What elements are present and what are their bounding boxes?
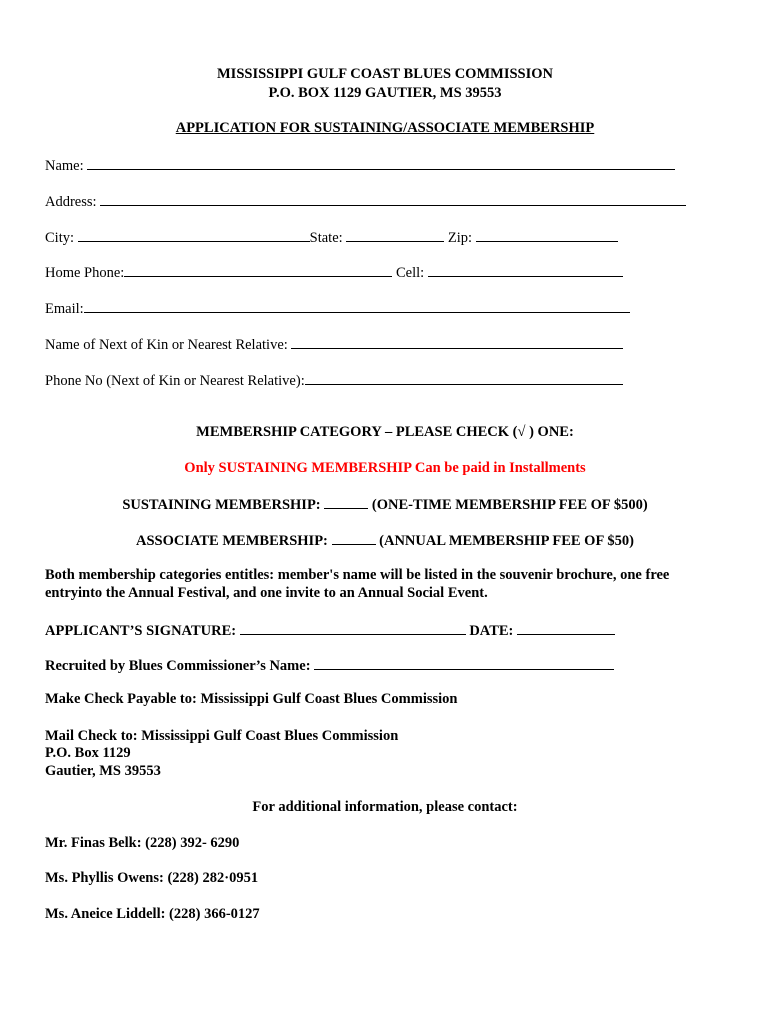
org-name: MISSISSIPPI GULF COAST BLUES COMMISSION <box>217 66 553 82</box>
city-label: City: <box>45 230 75 246</box>
cell-field[interactable] <box>428 262 623 277</box>
name-label: Name: <box>45 158 84 174</box>
recruited-field[interactable] <box>314 655 614 670</box>
next-of-kin-label: Name of Next of Kin or Nearest Relative: <box>45 337 288 353</box>
sustaining-label: SUSTAINING MEMBERSHIP: <box>122 497 321 513</box>
email-label: Email: <box>45 301 84 317</box>
email-field[interactable] <box>84 298 630 313</box>
state-label: State: <box>309 230 343 246</box>
associate-checkbox[interactable] <box>332 530 376 545</box>
associate-row <box>0 530 770 550</box>
benefits-line-2: entryinto the Annual Festival, and one invite to an Annual Social Event. <box>45 585 488 601</box>
sustaining-row <box>0 494 770 514</box>
installment-note: Only SUSTAINING MEMBERSHIP Can be paid in Installments <box>184 460 586 476</box>
home-phone-field[interactable] <box>124 262 392 277</box>
mail-line-3: Gautier, MS 39553 <box>45 763 161 779</box>
city-row <box>45 227 618 247</box>
form-title: APPLICATION FOR SUSTAINING/ASSOCIATE MEMBERSHIP <box>175 120 595 136</box>
city-field[interactable] <box>78 227 310 242</box>
next-of-kin-row <box>45 334 623 354</box>
zip-field[interactable] <box>476 227 618 242</box>
contact-heading: For additional information, please contact: <box>252 799 518 815</box>
signature-row <box>45 620 615 640</box>
phone-row <box>45 262 623 282</box>
associate-fee: (ANNUAL MEMBERSHIP FEE OF $50) <box>379 533 634 549</box>
name-row <box>45 155 675 175</box>
org-address: P.O. BOX 1129 GAUTIER, MS 39553 <box>268 85 502 101</box>
recruited-label: Recruited by Blues Commissioner’s Name: <box>45 658 311 674</box>
contact-item: Ms. Aneice Liddell: (228) 366-0127 <box>45 906 260 922</box>
next-of-kin-phone-row <box>45 370 623 390</box>
state-field[interactable] <box>346 227 444 242</box>
recruited-row <box>45 655 614 675</box>
address-label: Address: <box>45 194 97 210</box>
contact-item: Mr. Finas Belk: (228) 392- 6290 <box>45 835 240 851</box>
signature-label: APPLICANT’S SIGNATURE: <box>45 623 237 639</box>
next-of-kin-field[interactable] <box>291 334 623 349</box>
cell-label: Cell: <box>395 265 425 281</box>
associate-label: ASSOCIATE MEMBERSHIP: <box>136 533 328 549</box>
date-field[interactable] <box>517 620 615 635</box>
membership-heading: MEMBERSHIP CATEGORY – PLEASE CHECK (√ ) ONE: <box>196 424 574 440</box>
signature-field[interactable] <box>240 620 466 635</box>
date-label: DATE: <box>469 623 514 639</box>
mail-line-2: P.O. Box 1129 <box>45 745 131 761</box>
mail-line-1: Mail Check to: Mississippi Gulf Coast Blues Commission <box>45 728 399 744</box>
email-row <box>45 298 630 318</box>
sustaining-fee: (ONE-TIME MEMBERSHIP FEE OF $500) <box>371 497 648 513</box>
next-of-kin-phone-label: Phone No (Next of Kin or Nearest Relative): <box>45 373 305 389</box>
next-of-kin-phone-field[interactable] <box>305 370 623 385</box>
zip-label: Zip: <box>447 230 473 246</box>
contact-item: Ms. Phyllis Owens: (228) 282·0951 <box>45 870 259 886</box>
benefits-line-1: Both membership categories entitles: member's name will be listed in the souvenir brochure, one free <box>45 567 670 583</box>
address-field[interactable] <box>100 191 686 206</box>
sustaining-checkbox[interactable] <box>324 494 368 509</box>
payable-line: Make Check Payable to: Mississippi Gulf Coast Blues Commission <box>45 691 458 707</box>
address-row <box>45 191 686 211</box>
home-phone-label: Home Phone: <box>45 265 125 281</box>
name-field[interactable] <box>87 155 675 170</box>
